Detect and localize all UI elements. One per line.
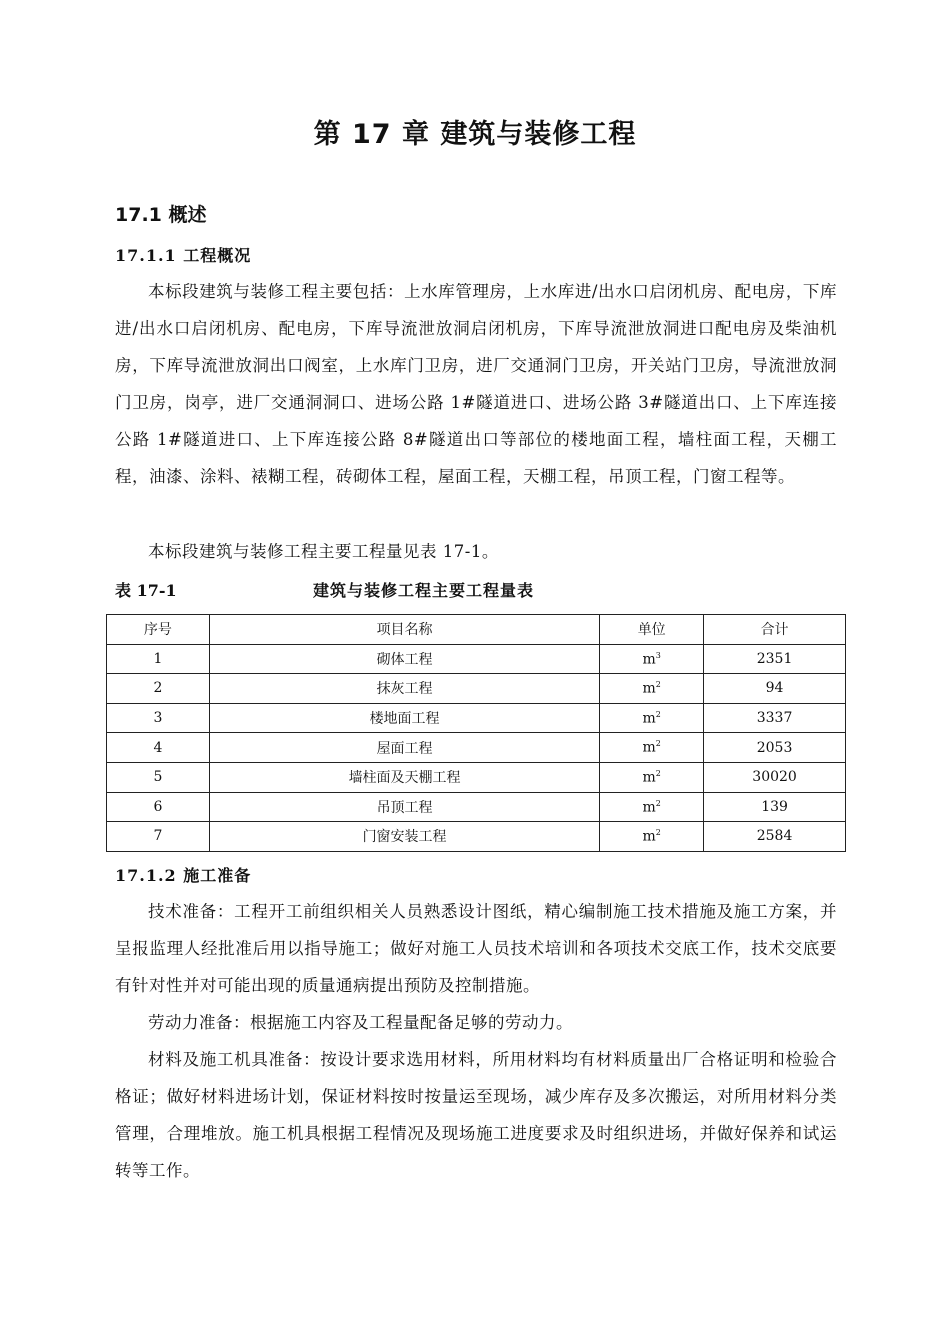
- table-row: [107, 792, 846, 822]
- cell-no: 1: [107, 644, 210, 674]
- table-header-row: [107, 615, 846, 645]
- unit-base: m: [642, 769, 656, 786]
- unit-exponent: 3: [655, 650, 661, 660]
- cell-name: 砌体工程: [209, 644, 599, 674]
- table-row: [107, 703, 846, 733]
- header-no: 序号: [107, 615, 210, 645]
- paragraph-labor-prep: 劳动力准备：根据施工内容及工程量配备足够的劳动力。: [148, 1013, 573, 1032]
- cell-name: 屋面工程: [209, 733, 599, 763]
- cell-total: 2053: [704, 733, 846, 763]
- header-total: 合计: [704, 615, 846, 645]
- cell-no: 3: [107, 703, 210, 733]
- cell-unit: [600, 644, 704, 674]
- cell-total: 2351: [704, 644, 846, 674]
- unit-base: m: [642, 799, 656, 816]
- cell-unit: [600, 733, 704, 763]
- table-row: [107, 822, 846, 852]
- table-row: [107, 674, 846, 704]
- cell-name: 吊顶工程: [209, 792, 599, 822]
- table-row: [107, 644, 846, 674]
- unit-exponent: 2: [655, 709, 661, 719]
- unit-exponent: 2: [655, 768, 661, 778]
- unit-base: m: [642, 828, 656, 845]
- unit-exponent: 2: [655, 680, 661, 690]
- unit-exponent: 2: [655, 798, 661, 808]
- cell-total: 2584: [704, 822, 846, 852]
- table-title: 建筑与装修工程主要工程量表: [313, 581, 535, 600]
- table-row: [107, 762, 846, 792]
- cell-total: 30020: [704, 762, 846, 792]
- chapter-title: 第 17 章 建筑与装修工程: [313, 119, 637, 150]
- cell-no: 5: [107, 762, 210, 792]
- cell-unit: [600, 762, 704, 792]
- cell-unit: [600, 703, 704, 733]
- quantity-table: [106, 614, 846, 852]
- unit-exponent: 2: [655, 828, 661, 838]
- unit-base: m: [642, 651, 656, 668]
- cell-unit: [600, 792, 704, 822]
- cell-name: 楼地面工程: [209, 703, 599, 733]
- paragraph-table-reference: 本标段建筑与装修工程主要工程量见表 17-1。: [148, 542, 499, 561]
- table-row: [107, 733, 846, 763]
- subsection-heading-overview: 17.1.1 工程概况: [115, 246, 252, 265]
- cell-name: 抹灰工程: [209, 674, 599, 704]
- cell-no: 4: [107, 733, 210, 763]
- cell-unit: [600, 674, 704, 704]
- cell-name: 门窗安装工程: [209, 822, 599, 852]
- unit-base: m: [642, 680, 656, 697]
- cell-total: 94: [704, 674, 846, 704]
- unit-base: m: [642, 710, 656, 727]
- cell-total: 139: [704, 792, 846, 822]
- table-number: 表 17-1: [115, 581, 177, 600]
- unit-exponent: 2: [655, 739, 661, 749]
- header-unit: 单位: [600, 615, 704, 645]
- cell-no: 7: [107, 822, 210, 852]
- subsection-heading-preparation: 17.1.2 施工准备: [115, 866, 252, 885]
- cell-no: 6: [107, 792, 210, 822]
- cell-unit: [600, 822, 704, 852]
- unit-base: m: [642, 740, 656, 756]
- header-name: 项目名称: [209, 615, 599, 645]
- cell-no: 2: [107, 674, 210, 704]
- paragraph-tech-prep: 技术准备：工程开工前组织相关人员熟悉设计图纸，精心编制施工技术措施及施工方案，并呈报监理人经批准后用以指导施工；做好对施工人员技术培训和各项技术交底工作，技术交底要有针对性并对可能出现的质量通病提出预防及控制措施。: [115, 902, 837, 995]
- cell-name: 墙柱面及天棚工程: [209, 762, 599, 792]
- cell-total: 3337: [704, 703, 846, 733]
- paragraph-overview: 本标段建筑与装修工程主要包括：上水库管理房，上水库进/出水口启闭机房、配电房，下库进/出水口启闭机房、配电房，下库导流泄放洞启闭机房，下库导流泄放洞进口配电房及柴油机房，下库导流泄放洞出口阀室，上水库门卫房，进厂交通洞门卫房，开关站门卫房，导流泄放洞门卫房，岗亭，进厂交通洞洞口、进场公路 1#隧道进口、进场公路 3#隧道出口、上下库连接公路 1#隧道进口、上下库连接公路 8#隧道出口等部位的楼地面工程，墙柱面工程，天棚工程，油漆、涂料、裱糊工程，砖砌体工程，屋面工程，天棚工程，吊顶工程，门窗工程等。: [115, 282, 837, 486]
- section-heading: 17.1 概述: [115, 204, 207, 226]
- paragraph-material-prep: 材料及施工机具准备：按设计要求选用材料，所用材料均有材料质量出厂合格证明和检验合格证；做好材料进场计划，保证材料按时按量运至现场，减少库存及多次搬运，对所用材料分类管理，合理堆放。施工机具根据工程情况及现场施工进度要求及时组织进场，并做好保养和试运转等工作。: [115, 1050, 837, 1180]
